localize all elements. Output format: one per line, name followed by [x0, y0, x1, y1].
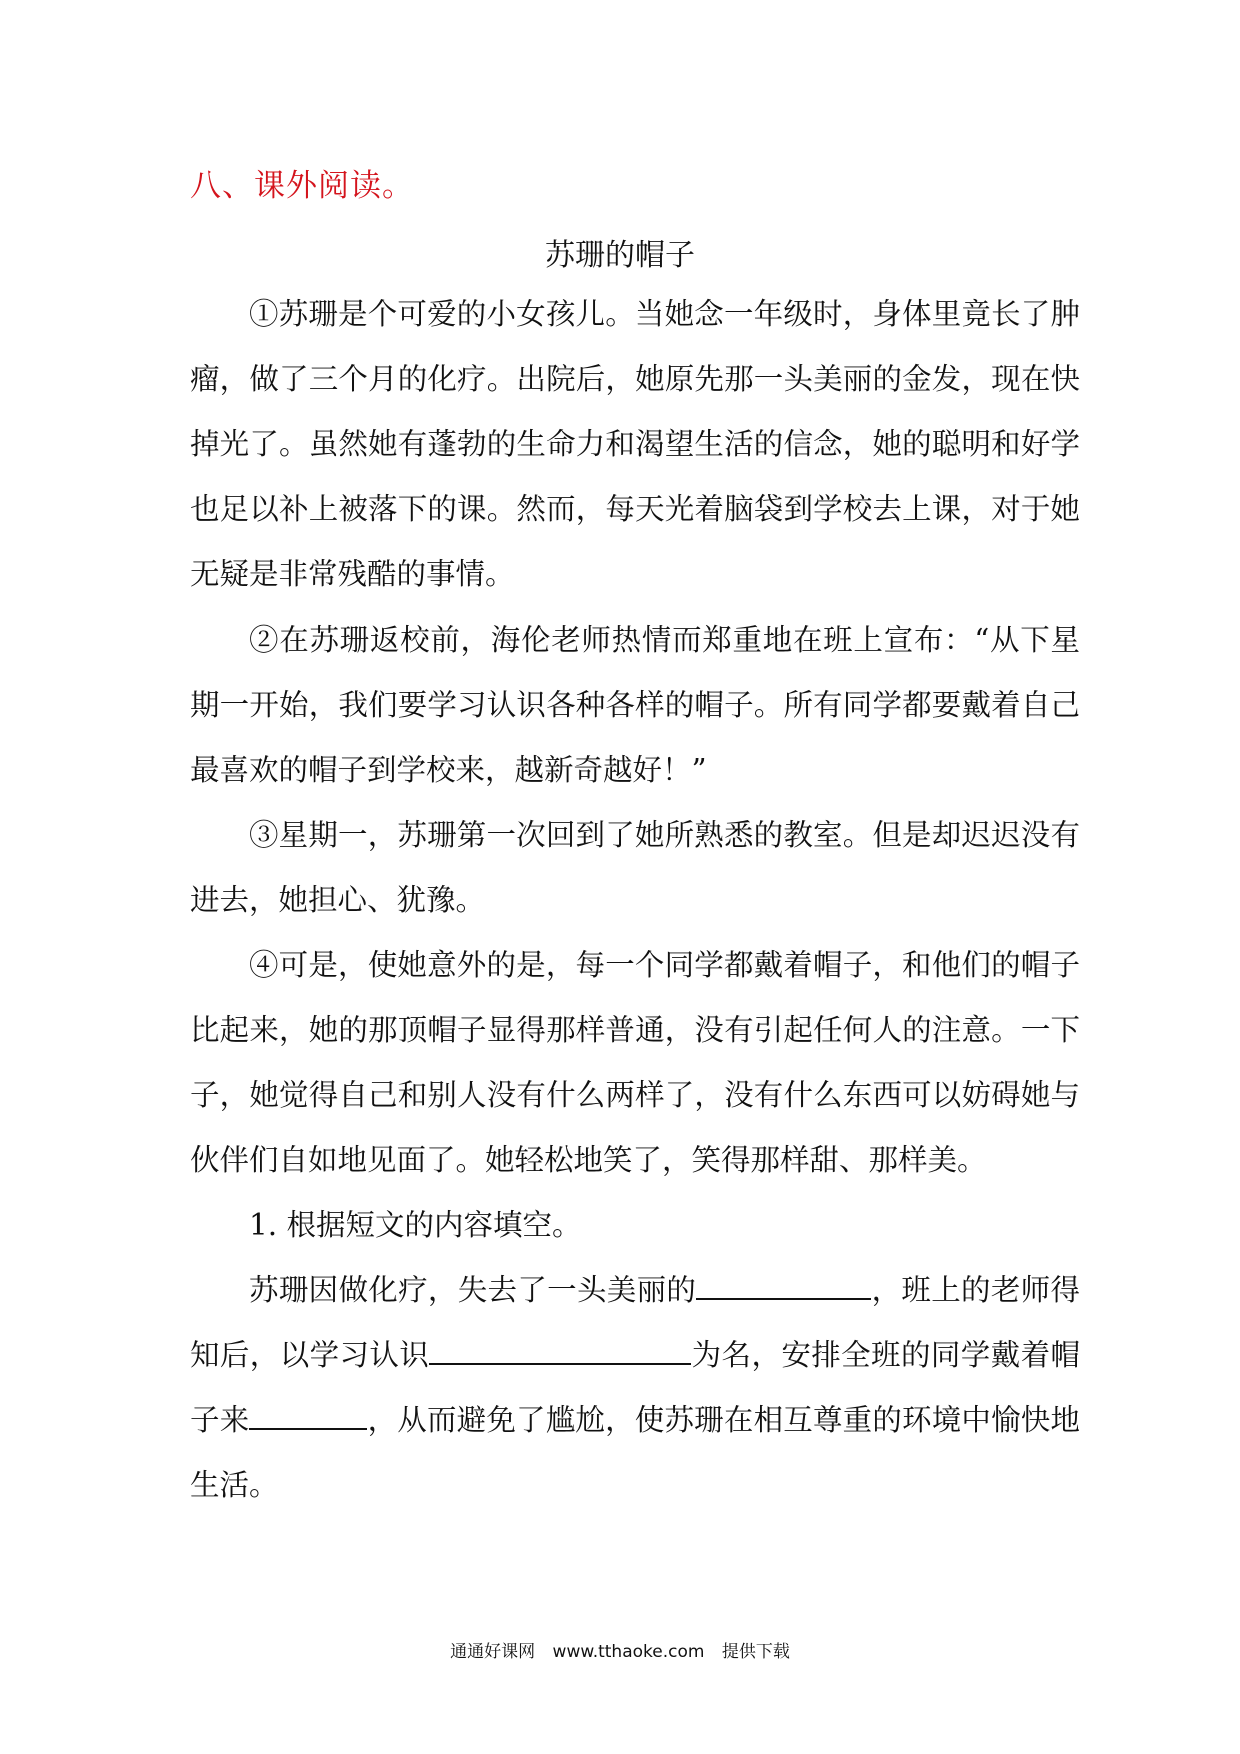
fill-in-blank-question — [190, 1258, 1080, 1518]
paragraph-2 — [190, 608, 1080, 803]
fill-part-3: 为名，安排全班的同学戴着帽子来 — [190, 1338, 1080, 1437]
footer-url[interactable]: www.tthaoke.com — [552, 1642, 705, 1662]
paragraph-4 — [190, 933, 1080, 1193]
answer-blank-1[interactable] — [696, 1267, 871, 1300]
fill-in-text — [190, 1258, 1080, 1518]
fill-part-4: ，从而避免了尴尬，使苏珊在相互尊重的环境中愉快地生活。 — [190, 1403, 1080, 1502]
footer-suffix: 提供下载 — [721, 1642, 790, 1662]
paragraph-text: ③星期一，苏珊第一次回到了她所熟悉的教室。但是却迟迟没有进去，她担心、犹豫。 — [190, 818, 1080, 917]
section-title: 八、课外阅读。 — [190, 168, 414, 204]
paragraph-text: ④可是，使她意外的是，每一个同学都戴着帽子，和他们的帽子比起来，她的那顶帽子显得那样普通，没有引起任何人的注意。一下子，她觉得自己和别人没有什么两样了，没有什么东西可以妨碍她与伙伴们自如地见面了。她轻松地笑了，笑得那样甜、那样美。 — [190, 948, 1080, 1177]
question-label: 1. 根据短文的内容填空。 — [249, 1208, 582, 1242]
paragraph-1 — [190, 282, 1080, 607]
footer-site-name: 通通好课网 — [450, 1642, 536, 1662]
answer-blank-3[interactable] — [249, 1397, 367, 1430]
story-title: 苏珊的帽子 — [545, 238, 695, 273]
fill-part-1: 苏珊因做化疗，失去了一头美丽的 — [249, 1273, 697, 1307]
fill-part-2: ，班上的老师得知后，以学习认识 — [190, 1273, 1080, 1372]
paragraph-text: ②在苏珊返校前，海伦老师热情而郑重地在班上宣布：“从下星期一开始，我们要学习认识各种各样的帽子。所有同学都要戴着自己最喜欢的帽子到学校来，越新奇越好！” — [190, 623, 1080, 787]
question-1 — [190, 1193, 1080, 1258]
paragraph-text: ①苏珊是个可爱的小女孩儿。当她念一年级时，身体里竟长了肿瘤，做了三个月的化疗。出院后，她原先那一头美丽的金发，现在快掉光了。虽然她有蓬勃的生命力和渴望生活的信念，她的聪明和好学也足以补上被落下的课。然而，每天光着脑袋到学校去上课，对于她无疑是非常残酷的事情。 — [190, 297, 1080, 591]
paragraph-3 — [190, 803, 1080, 933]
page-footer — [0, 1637, 1240, 1662]
answer-blank-2[interactable] — [429, 1332, 691, 1365]
